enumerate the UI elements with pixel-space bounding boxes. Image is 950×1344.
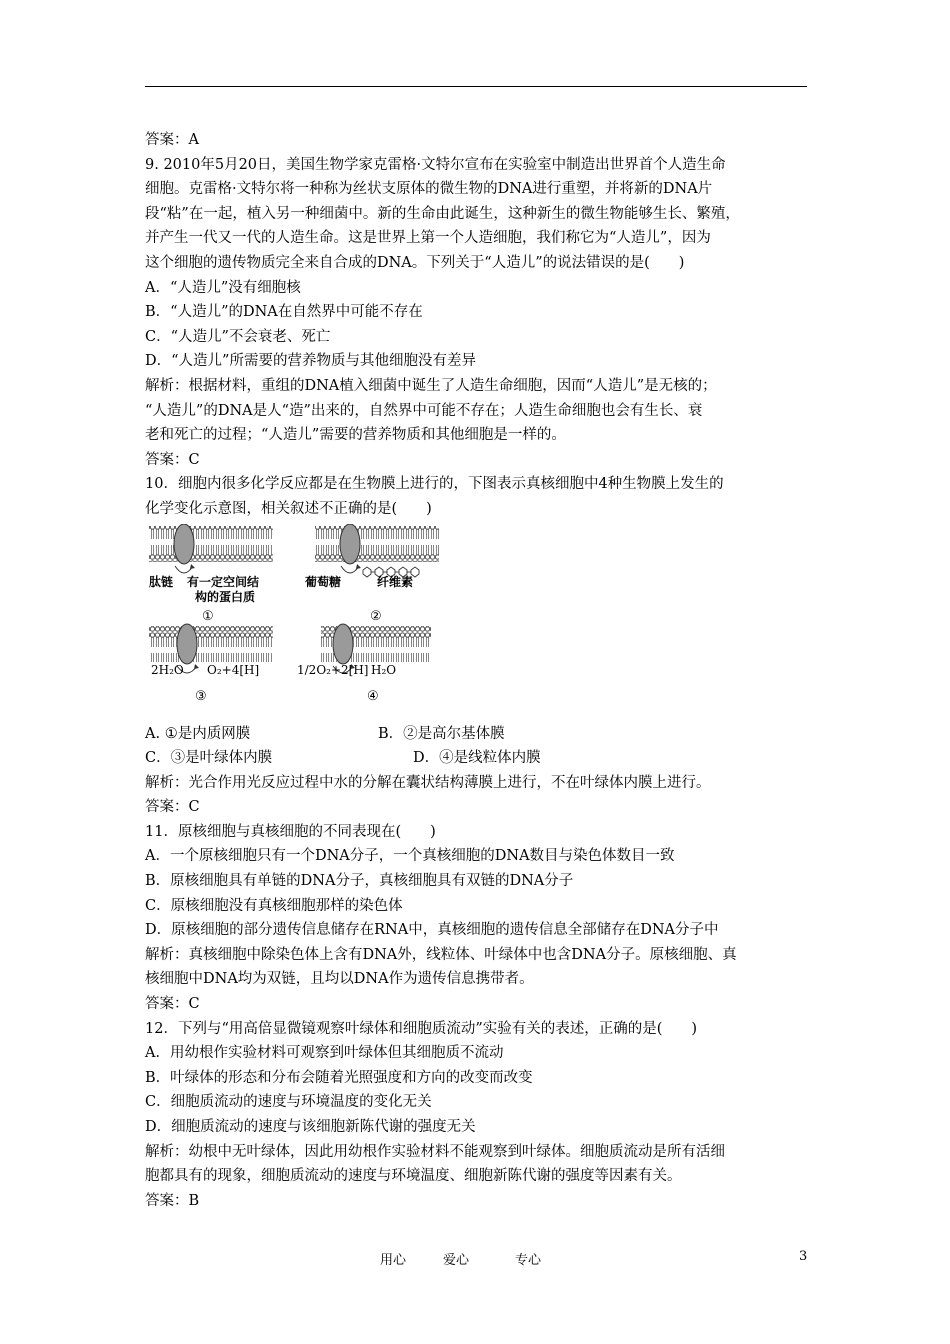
q12-analysis-line: 胞都具有的现象，细胞质流动的速度与环境温度、细胞新陈代谢的强度等因素有关。 [145,1168,682,1185]
q9-stem-line: 这个细胞的遗传物质完全来自合成的DNA。下列关于“人造儿”的说法错误的是( ) [145,254,685,271]
page-number: 3 [799,1249,808,1264]
q10-stem-line: 化学变化示意图，相关叙述不正确的是( ) [145,500,432,517]
answer-8: 答案：A [145,132,199,148]
q11-option-b: B．原核细胞具有单链的DNA分子，真核细胞具有双链的DNA分子 [145,873,574,890]
q11-analysis-line: 核细胞中DNA均为双链，且均以DNA作为遗传信息携带者。 [145,971,534,988]
q9-stem-line: 段“粘”在一起，植入另一种细菌中。新的生命由此诞生，这种新生的微生物能够生长、繁殖， [145,205,740,222]
answer-9: 答案：C [145,451,200,468]
q12-option-d: D．细胞质流动的速度与该细胞新陈代谢的强度无关 [145,1119,476,1135]
header-rule [145,86,807,87]
q10-options-row-2 [145,746,825,771]
membrane-diagram [145,524,825,722]
q9-stem-line: 9. 2010年5月20日，美国生物学家克雷格·文特尔宣布在实验室中制造出世界首个人造生命 [145,156,726,173]
q11-analysis-line: 解析：真核细胞中除染色体上含有DNA外，线粒体、叶绿体中也含DNA分子。原核细胞、真 [145,946,737,963]
q10-stem-line: 10．细胞内很多化学反应都是在生物膜上进行的，下图表示真核细胞中4种生物膜上发生的 [145,476,724,493]
answer-11: 答案：C [145,996,200,1013]
q10-option-a: A. ①是内质网膜 [145,725,251,742]
membrane-4-number: ④ [367,688,379,704]
q11-option-c: C．原核细胞没有真核细胞那样的染色体 [145,897,403,914]
q9-stem-line: 细胞。克雷格·文特尔将一种称为丝状支原体的微生物的DNA进行重塑，并将新的DNA片 [145,181,713,198]
q9-stem-line: 并产生一代又一代的人造生命。这是世界上第一个人造细胞，我们称它为“人造儿”，因为 [145,230,711,247]
q11-stem: 11．原核细胞与真核细胞的不同表现在( ) [145,823,436,840]
q10-option-c: C．③是叶绿体内膜 [145,750,273,767]
q10-option-b: B．②是高尔基体膜 [378,725,505,742]
membrane-1-number: ① [202,608,214,624]
q9-analysis-line: “人造儿”的DNA是人“造”出来的，自然界中可能不存在；人造生命细胞也会有生长、衰 [145,402,703,419]
membrane-1-right-label-2: 构的蛋白质 [195,589,256,604]
page-content [145,128,825,1213]
answer-10: 答案：C [145,799,200,816]
q12-stem: 12．下列与“用高倍显微镜观察叶绿体和细胞质流动”实验有关的表述，正确的是( ) [145,1020,698,1037]
q9-analysis-line: 老和死亡的过程；“人造儿”需要的营养物质和其他细胞是一样的。 [145,427,566,444]
q9-option-a: A．“人造儿”没有细胞核 [145,279,301,296]
answer-12: 答案：B [145,1192,200,1209]
membrane-1-left-label: 肽链 [149,574,174,589]
q9-option-b: B．“人造儿”的DNA在自然界中可能不存在 [145,304,423,321]
membrane-2-left-label: 葡萄糖 [305,574,342,589]
q11-option-d: D．原核细胞的部分遗传信息储存在RNA中，真核细胞的遗传信息全部储存在DNA分子中 [145,922,719,939]
q9-option-c: C．“人造儿”不会衰老、死亡 [145,328,331,345]
q11-option-a: A．一个原核细胞只有一个DNA分子，一个真核细胞的DNA数目与染色体数目一致 [145,848,675,865]
membrane-4-left-label: 1/2O₂+2[H] [297,662,369,677]
membrane-2-number: ② [370,608,382,624]
q10-options-row-1 [145,722,825,747]
q9-analysis-line: 解析：根据材料，重组的DNA植入细菌中诞生了人造生命细胞，因而“人造儿”是无核的； [145,377,717,394]
membrane-1-right-label-1: 有一定空间结 [187,574,260,589]
q10-option-d: D．④是线粒体内膜 [413,750,541,767]
membrane-3-right-label: O₂+4[H] [207,662,260,677]
footer-motto-3: 专心 [515,1253,542,1268]
q12-option-a: A．用幼根作实验材料可观察到叶绿体但其细胞质不流动 [145,1045,504,1062]
membrane-diagram-svg [145,524,445,722]
footer-motto-2: 爱心 [443,1253,470,1268]
q12-option-c: C．细胞质流动的速度与环境温度的变化无关 [145,1094,432,1111]
membrane-2 [315,524,439,577]
q9-option-d: D．“人造儿”所需要的营养物质与其他细胞没有差异 [145,353,476,370]
q10-analysis: 解析：光合作用光反应过程中水的分解在囊状结构薄膜上进行，不在叶绿体内膜上进行。 [145,774,711,791]
membrane-1 [149,524,273,573]
membrane-4-right-label: H₂O [371,662,397,677]
q12-option-b: B．叶绿体的形态和分布会随着光照强度和方向的改变而改变 [145,1069,533,1086]
membrane-2-right-label: 纤维素 [377,574,414,589]
footer-motto-1: 用心 [380,1253,407,1268]
membrane-3-number: ③ [195,688,207,704]
membrane-3-left-label: 2H₂O [151,662,184,677]
q12-analysis-line: 解析：幼根中无叶绿体，因此用幼根作实验材料不能观察到叶绿体。细胞质流动是所有活细 [145,1143,725,1160]
